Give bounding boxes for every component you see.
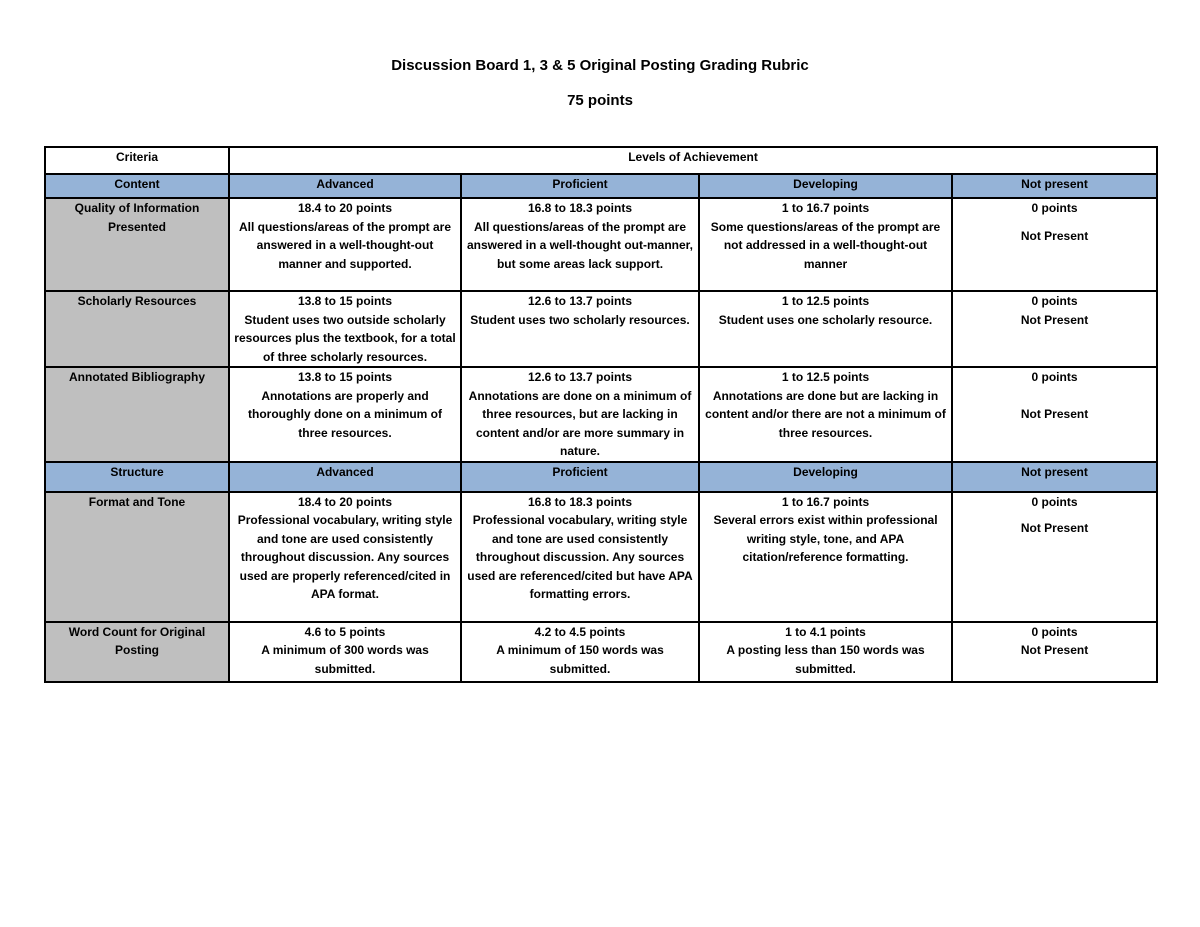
cell-points: 4.2 to 4.5 points — [534, 624, 626, 639]
rubric-cell — [461, 367, 699, 462]
rubric-cell — [229, 622, 461, 682]
cell-points: 0 points — [1031, 370, 1078, 384]
rubric-cell — [461, 492, 699, 622]
rubric-cell — [461, 198, 699, 291]
header-criteria: Criteria — [45, 147, 229, 174]
grading-rubric-table — [44, 146, 1158, 683]
cell-points: 0 points — [1031, 201, 1078, 215]
cell-points: 1 to 12.5 points — [781, 370, 870, 384]
cell-description: Annotations are done on a minimum of three resources, but are lacking in content and/or are more summary in nature. — [468, 388, 692, 458]
table-row-word-count — [45, 622, 1157, 682]
table-header-row — [45, 147, 1157, 174]
table-row-format-and-tone — [45, 492, 1157, 622]
criteria-quality-of-information: Quality of Information Presented — [45, 198, 229, 291]
rubric-cell — [229, 492, 461, 622]
cell-points: 13.8 to 15 points — [297, 370, 393, 384]
cell-points: 0 points — [1031, 294, 1078, 308]
cell-description: Annotations are properly and thoroughly done on a minimum of three resources. — [248, 388, 442, 440]
cell-description: Student uses two outside scholarly resources plus the textbook, for a total of three scholarly resources. — [234, 312, 456, 364]
cell-points: 1 to 16.7 points — [781, 494, 870, 509]
criteria-format-and-tone: Format and Tone — [45, 492, 229, 622]
header-levels-of-achievement: Levels of Achievement — [229, 147, 1157, 174]
level-not-present: Not present — [952, 462, 1157, 492]
section-header-row-content — [45, 174, 1157, 198]
cell-description: Not Present — [1020, 643, 1089, 657]
criteria-word-count: Word Count for Original Posting — [45, 622, 229, 682]
level-advanced: Advanced — [229, 174, 461, 198]
cell-points: 16.8 to 18.3 points — [527, 201, 633, 215]
cell-points: 18.4 to 20 points — [297, 201, 393, 215]
cell-points: 4.6 to 5 points — [304, 624, 386, 639]
rubric-cell — [229, 198, 461, 291]
level-developing: Developing — [699, 174, 952, 198]
criteria-annotated-bibliography: Annotated Bibliography — [45, 367, 229, 462]
cell-points: 18.4 to 20 points — [297, 494, 393, 509]
cell-description: Not Present — [1020, 228, 1089, 243]
section-header-row-structure — [45, 462, 1157, 492]
cell-points: 1 to 12.5 points — [781, 294, 870, 308]
table-row-scholarly-resources — [45, 291, 1157, 367]
cell-description: Professional vocabulary, writing style and tone are used consistently throughout discussion. Any sources used are properly referenced/cited in APA format. — [237, 513, 453, 601]
cell-description: Some questions/areas of the prompt are not addressed in a well-thought-out manner — [710, 219, 941, 271]
cell-description: A minimum of 150 words was submitted. — [496, 643, 664, 676]
cell-description: Not Present — [1020, 312, 1089, 327]
cell-description: All questions/areas of the prompt are answered in a well-thought out-manner, but some areas lack support. — [466, 219, 694, 271]
rubric-cell — [952, 492, 1157, 622]
cell-description: Professional vocabulary, writing style and tone are used consistently throughout discussion. Any sources used are referenced/cited but have APA formatting errors. — [467, 513, 693, 601]
rubric-cell — [461, 622, 699, 682]
rubric-cell — [699, 367, 952, 462]
rubric-cell — [699, 291, 952, 367]
table-row-annotated-bibliography — [45, 367, 1157, 462]
cell-points: 0 points — [1031, 624, 1078, 639]
cell-points: 13.8 to 15 points — [297, 294, 393, 308]
level-proficient: Proficient — [461, 462, 699, 492]
level-advanced: Advanced — [229, 462, 461, 492]
cell-description: Student uses one scholarly resource. — [718, 312, 933, 327]
cell-description: A minimum of 300 words was submitted. — [261, 643, 429, 676]
cell-points: 0 points — [1031, 494, 1078, 509]
level-developing: Developing — [699, 462, 952, 492]
cell-description: Not Present — [1020, 521, 1089, 535]
cell-points: 16.8 to 18.3 points — [527, 494, 633, 509]
rubric-cell — [699, 198, 952, 291]
rubric-cell — [229, 367, 461, 462]
cell-description: Several errors exist within professional writing style, tone, and APA citation/reference formatting. — [713, 513, 938, 564]
rubric-cell — [461, 291, 699, 367]
rubric-cell — [952, 291, 1157, 367]
rubric-cell — [699, 622, 952, 682]
table-row-quality-of-information — [45, 198, 1157, 291]
document-subtitle: 75 points — [567, 92, 633, 109]
document-title: Discussion Board 1, 3 & 5 Original Posting Grading Rubric — [391, 57, 809, 74]
cell-description: Student uses two scholarly resources. — [470, 312, 690, 327]
section-name-structure: Structure — [45, 462, 229, 492]
cell-points: 12.6 to 13.7 points — [527, 370, 633, 384]
level-not-present: Not present — [952, 174, 1157, 198]
rubric-cell — [952, 198, 1157, 291]
section-name-content: Content — [45, 174, 229, 198]
cell-description: Annotations are done but are lacking in content and/or there are not a minimum of three resources. — [705, 388, 946, 440]
cell-description: All questions/areas of the prompt are answered in a well-thought-out manner and supported. — [238, 219, 452, 271]
cell-points: 1 to 16.7 points — [781, 201, 870, 215]
cell-description: A posting less than 150 words was submitted. — [726, 643, 925, 676]
rubric-cell — [699, 492, 952, 622]
rubric-cell — [229, 291, 461, 367]
cell-points: 1 to 4.1 points — [785, 624, 866, 639]
cell-points: 12.6 to 13.7 points — [527, 294, 633, 308]
rubric-cell — [952, 367, 1157, 462]
level-proficient: Proficient — [461, 174, 699, 198]
rubric-cell — [952, 622, 1157, 682]
cell-description: Not Present — [1020, 406, 1089, 421]
criteria-scholarly-resources: Scholarly Resources — [45, 291, 229, 367]
